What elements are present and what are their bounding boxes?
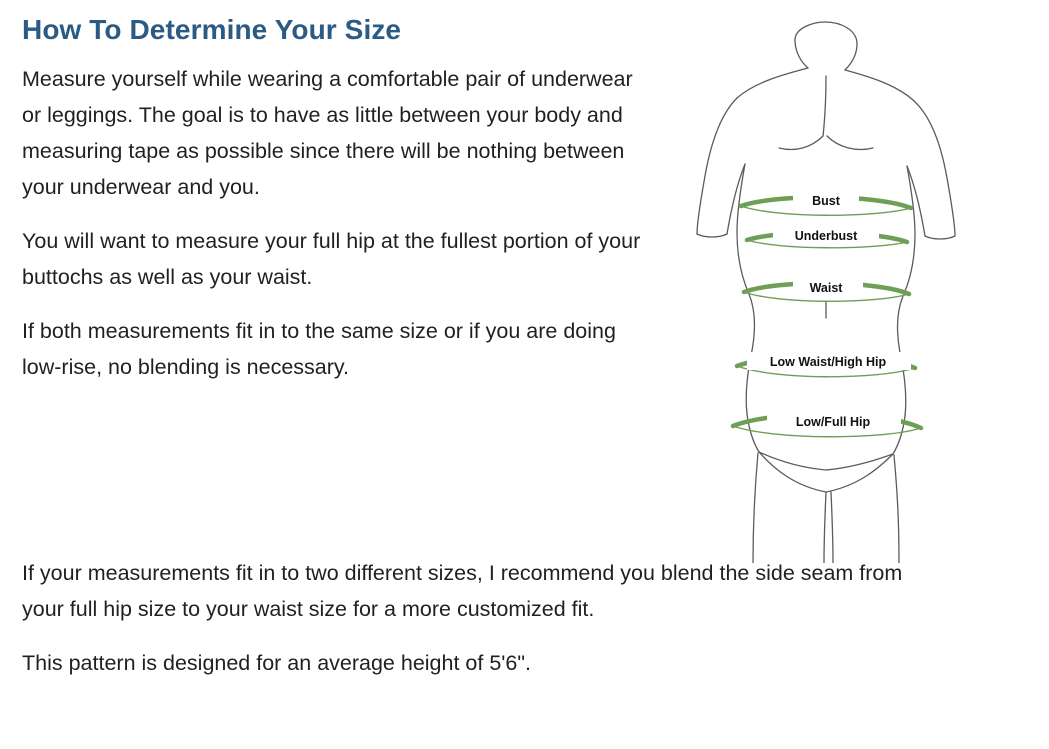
measurement-label-bust: Bust: [812, 194, 840, 208]
page-title: How To Determine Your Size: [22, 14, 402, 45]
body-measurement-diagram: [645, 18, 1035, 563]
measurement-label-low-waist-high-hip: Low Waist/High Hip: [769, 355, 887, 369]
measurement-label-underbust: Underbust: [794, 229, 858, 243]
instructions-column-wide: [22, 555, 1027, 699]
instructions-column: [22, 12, 652, 403]
paragraph-2: You will want to measure your full hip at the fullest portion of your buttochs as well as your waist.: [22, 229, 641, 289]
measurement-label-low-full-hip: Low/Full Hip: [795, 415, 871, 429]
paragraph-1: Measure yourself while wearing a comfortable pair of underwear or leggings. The goal is to have as little between your body and measuring tape as possible since there will be nothing between your underwear and you.: [22, 67, 633, 199]
measurement-label-waist: Waist: [809, 281, 843, 295]
paragraph-5: This pattern is designed for an average height of 5'6".: [22, 651, 531, 675]
paragraph-4: If your measurements fit in to two different sizes, I recommend you blend the side seam from your full hip size to your waist size for a more customized fit.: [22, 561, 903, 621]
paragraph-3: If both measurements fit in to the same size or if you are doing low-rise, no blending is necessary.: [22, 319, 616, 379]
